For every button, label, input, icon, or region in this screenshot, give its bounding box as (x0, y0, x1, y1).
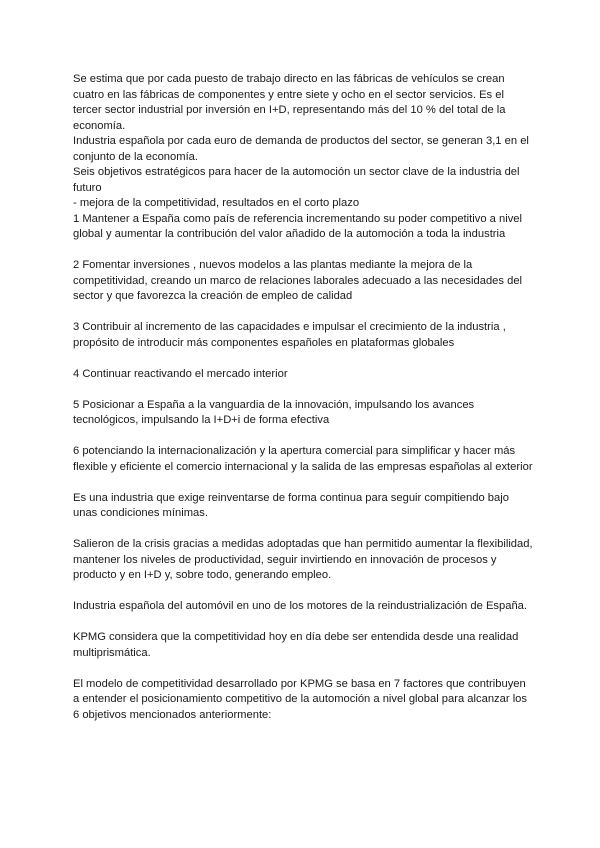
paragraph-economy-contribution: Industria española por cada euro de demanda de productos del sector, se generan 3,1 en el conjunto de la economía. (73, 135, 529, 163)
paragraph-kpmg-view: KPMG considera que la competitividad hoy en día debe ser entendida desde una realidad multiprismática. (73, 631, 519, 659)
objective-2: 2 Fomentar inversiones , nuevos modelos a las plantas mediante la mejora de la competitividad, creando un marco de relaciones laborales adecuado a las necesidades del sector y que favorezca la creación de empleo de calidad (73, 259, 523, 302)
paragraph-reinvention: Es una industria que exige reinventarse de forma continua para seguir compitiendo bajo unas condiciones mínimas. (73, 491, 509, 519)
objective-1: 1 Mantener a España como país de referencia incrementando su poder competitivo a nivel global y aumentar la contribución del valor añadido de la automoción a toda la industria (73, 212, 523, 240)
paragraph-employment: Se estima que por cada puesto de trabajo directo en las fábricas de vehículos se crean cuatro en las fábricas de componentes y entre siete y ocho en el sector servicios. Es el tercer sector industrial por inversión en I+D, representando más del 10 % del total de la economía. (73, 73, 506, 132)
paragraph-kpmg-model: El modelo de competitividad desarrollado por KPMG se basa en 7 factores que contribuyen a entender el posicionamiento competitivo de la automoción a nivel global para alcanzar los 6 objetivos mencionados anteriormente: (73, 677, 527, 721)
objective-4: 4 Continuar reactivando el mercado interior (73, 367, 288, 380)
objective-3: 3 Contribuir al incremento de las capacidades e impulsar el crecimiento de la industria , propósito de introducir más componentes españoles en plataformas globales (73, 321, 506, 349)
paragraph-competitiveness: - mejora de la competitividad, resultados en el corto plazo (73, 197, 360, 209)
paragraph-reindustrialization: Industria española del automóvil en uno de los motores de la reindustrialización de España. (73, 600, 527, 612)
objective-5: 5 Posicionar a España a la vanguardia de la innovación, impulsando los avances tecnológicos, impulsando la I+D+i de forma efectiva (73, 398, 475, 426)
objective-6: 6 potenciando la internacionalización y la apertura comercial para simplificar y hacer más flexible y eficiente el comercio internacional y la salida de las empresas españolas al exterior (73, 445, 533, 473)
paragraph-crisis: Salieron de la crisis gracias a medidas adoptadas que han permitido aumentar la flexibilidad, mantener los niveles de productividad, seguir invirtiendo en innovación de procesos y producto y en I+D y, sobre todo, generando empleo. (73, 538, 533, 581)
paragraph-strategic-objectives: Seis objetivos estratégicos para hacer de la automoción un sector clave de la industria del futuro (73, 166, 520, 194)
document-body (73, 72, 533, 723)
